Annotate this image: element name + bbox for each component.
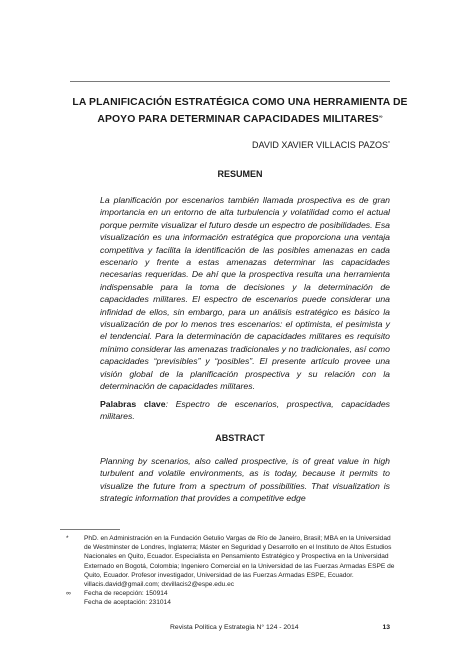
keywords	[100, 398, 390, 423]
title-line-2: APOYO PARA DETERMINAR CAPACIDADES MILITARES	[97, 114, 379, 125]
page-number: 13	[382, 624, 390, 631]
resumen-text	[100, 194, 390, 393]
abstract-heading: ABSTRACT	[215, 433, 265, 443]
footnote-author	[66, 534, 396, 589]
acceptance-date: Fecha de aceptación: 231014	[84, 599, 171, 607]
author-footnote-mark: *	[388, 141, 390, 147]
footnote-rule	[60, 529, 120, 530]
abstract-paragraph: Planning by scenarios, also called prospective, is of great value in high turbulent and volatile environments, as is today, because it permits to visualize the future from a spectrum of possibilities. That visualization is strategic information that provides a competitive edge	[100, 456, 390, 504]
abstract-text	[100, 455, 390, 505]
footnote-dates	[66, 589, 396, 607]
author-name: DAVID XAVIER VILLACIS PAZOS	[252, 140, 389, 150]
title-footnote-mark: ∞	[378, 114, 383, 120]
top-rule	[70, 81, 390, 82]
footnote-text: PhD. en Administración en la Fundación Getulio Vargas de Río de Janeiro, Brasil; MBA en la Universidad de Westminster de Londres, Inglaterra; Máster en Seguridad y Desarrollo en el Instituto de Altos Estudios Nacionales en Quito, Ecuador. Especialista en Pensamiento Estratégico y Prospectiva en la Universidad Externado en Bogotá, Colombia; Ingeniero Comercial en la Universidad de las Fuerzas Armadas ESPE de Quito, Ecuador. Profesor investigador, Universidad de las Fuerzas Armadas ESPE, Ecuador. villacis.david@gmail.com; dxvillacis2@espe.edu.ec	[84, 535, 395, 589]
footnotes	[66, 534, 396, 608]
reception-date: Fecha de recepción: 150914	[84, 590, 168, 598]
keywords-text: : Espectro de escenarios, prospectiva, capacidades militares.	[100, 399, 390, 422]
author	[200, 138, 390, 151]
title-line-1: LA PLANIFICACIÓN ESTRATÉGICA COMO UNA HERRAMIENTA DE	[72, 97, 408, 108]
keywords-label: Palabras clave	[100, 399, 166, 409]
footnote-mark: *	[66, 535, 69, 542]
resumen-paragraph: La planificación por escenarios también llamada prospectiva es de gran importancia en un entorno de alta turbulencia y volatilidad como el actual porque permite visualizar el futuro desde un espectro de posibilidades. Esa visualización es una información estratégica que proporciona una ventaja competitiva y facilita la identificación de las posibles amenazas en cada escenario y frente a estas amenazas determinar las capacidades necesarias requeridas. De ahí que la prospectiva resulta una herramienta indispensable para la toma de decisiones y la determinación de capacidades militares. El espectro de escenarios puede considerar una infinidad de ellos, sin embargo, para un análisis estratégico es básico la visualización de por lo menos tres escenarios: el optimista, el pesimista y el tendencial. Para la determinación de capacidades militares es requisito mínimo considerar las amenazas tradicionales y no tradicionales, así como capacidades “previsibles” y “posibles”. El presente artículo provee una visión global de la planificación prospectiva y su relación con la determinación de capacidades militares.	[100, 195, 390, 392]
journal-name: Revista Política y Estrategia N° 124 - 2014	[170, 624, 299, 631]
article-title	[60, 96, 420, 127]
resumen-heading: RESUMEN	[217, 169, 263, 179]
footnote-mark: ∞	[66, 590, 71, 598]
